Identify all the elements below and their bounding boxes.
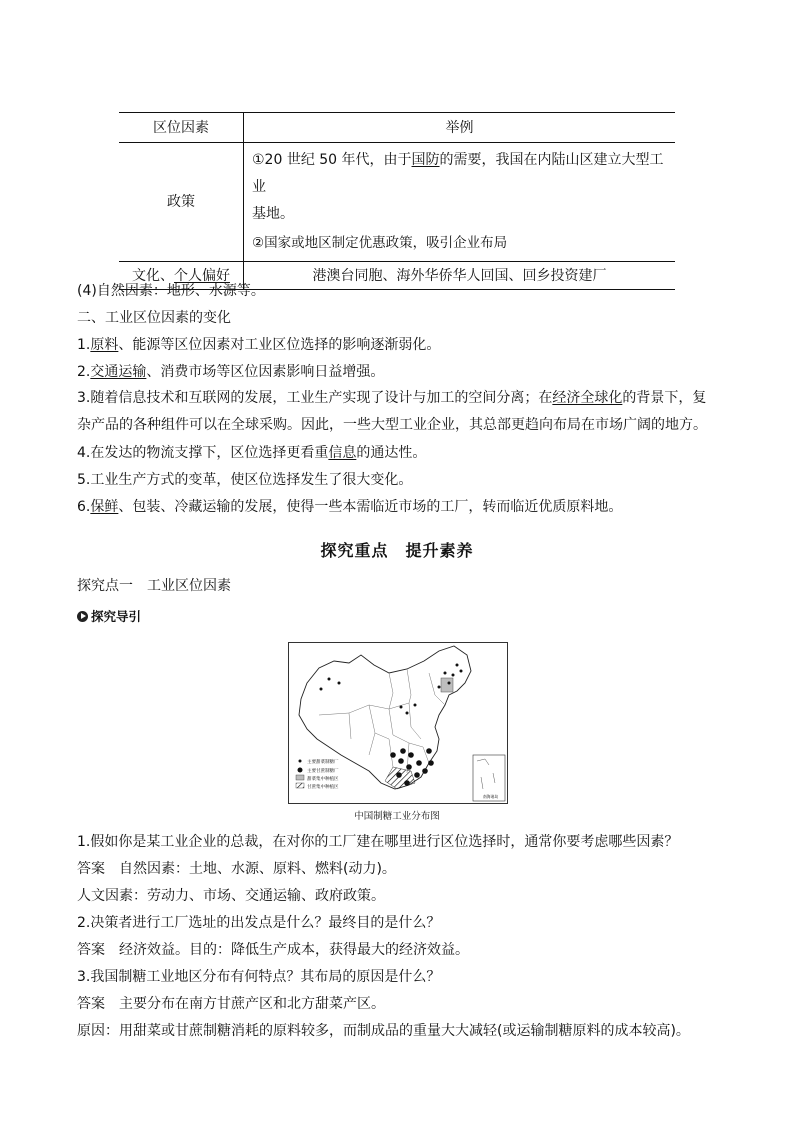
policy-label: 政策	[119, 143, 244, 262]
china-outline	[299, 646, 471, 789]
map-caption: 中国制糖工业分布图	[354, 811, 440, 822]
location-factor-table	[119, 112, 675, 290]
question-3: 3.我国制糖工业地区分布有何特点？其布局的原因是什么？	[77, 969, 441, 985]
beet-planting-area	[441, 678, 453, 692]
table-header-example: 举例	[244, 113, 676, 143]
legend-cane-area: 甘蔗集中种植区	[307, 785, 339, 790]
culture-example: 港澳台同胞、海外华侨华人回国、回乡投资建厂	[244, 262, 676, 290]
underlined-term: 国防	[411, 152, 440, 168]
table-header-factor: 区位因素	[119, 113, 244, 143]
change-item-2: 2.交通运输、消费市场等区位因素影响日益增强。	[77, 364, 385, 380]
change-item-5: 5.工业生产方式的变革，使区位选择发生了很大变化。	[77, 472, 413, 488]
underlined-term: 经济全球化	[552, 390, 623, 406]
explore-guide-label: 探究导引	[77, 607, 141, 625]
change-item-6: 6.保鲜、包装、冷藏运输的发展，使得一些本需临近市场的工厂，转而临近优质原料地。	[77, 499, 623, 515]
sugar-industry-map	[288, 642, 508, 804]
policy-example-1-continued: 基地。	[252, 206, 294, 222]
culture-label: 文化、个人偏好	[119, 262, 244, 290]
answer-1: 答案 自然因素：土地、水源、原料、燃料(动力)。	[77, 861, 396, 877]
table-header-row	[119, 113, 675, 143]
underlined-term: 交通运输	[90, 364, 147, 380]
answer-3: 答案 主要分布在南方甘蔗产区和北方甜菜产区。	[77, 996, 385, 1012]
section-title: 探究重点 提升素养	[320, 541, 474, 560]
question-2: 2.决策者进行工厂选址的出发点是什么？最终目的是什么？	[77, 915, 441, 931]
play-circle-icon	[77, 611, 88, 622]
policy-examples	[244, 143, 676, 262]
china-map-graphic	[289, 643, 507, 803]
question-1: 1.假如你是某工业企业的总裁，在对你的工厂建在哪里进行区位选择时，通常你要考虑哪些因素？	[77, 834, 679, 850]
underlined-term: 原料	[90, 337, 119, 353]
inset-label: 南海诸岛	[483, 794, 499, 799]
map-legend	[296, 758, 339, 790]
answer-3-cont: 原因：用甜菜或甘蔗制糖消耗的原料较多，而制成品的重量大大减轻(或运输制糖原料的成本较高)。	[77, 1023, 690, 1039]
legend-beet-factory: 主要甜菜制糖厂	[307, 760, 339, 765]
change-item-3: 3.随着信息技术和互联网的发展，工业生产实现了设计与加工的空间分离；在经济全球化的背景下，复杂产品的各种组件可以在全球采购。因此，一些大型工业企业，其总部更趋向布局在市场广阔的地方。	[77, 390, 707, 433]
answer-1-cont: 人文因素：劳动力、市场、交通运输、政府政策。	[77, 888, 385, 904]
change-item-4: 4.在发达的物流支撑下，区位选择更看重信息的通达性。	[77, 445, 427, 461]
underlined-term: 信息	[328, 445, 357, 461]
explore-point-heading: 探究点一 工业区位因素	[77, 578, 231, 594]
policy-example-2: ②国家或地区制定优惠政策，吸引企业布局	[252, 235, 508, 251]
natural-factor-line: (4)自然因素：地形、水源等。	[77, 283, 265, 299]
section-heading-changes: 二、工业区位因素的变化	[77, 310, 231, 326]
policy-example-1: ①20 世纪 50 年代，由于国防的需要，我国在内陆山区建立大型工业	[252, 152, 664, 195]
underlined-term: 个人偏好	[174, 267, 230, 284]
answer-2: 答案 经济效益。目的：降低生产成本，获得最大的经济效益。	[77, 942, 469, 958]
legend-beet-area: 甜菜集中种植区	[307, 777, 339, 782]
change-item-1: 1.原料、能源等区位因素对工业区位选择的影响逐渐弱化。	[77, 337, 441, 353]
underlined-term: 保鲜	[90, 499, 119, 515]
table-row-policy	[119, 143, 675, 262]
legend-cane-factory: 主要甘蔗制糖厂	[307, 769, 339, 774]
